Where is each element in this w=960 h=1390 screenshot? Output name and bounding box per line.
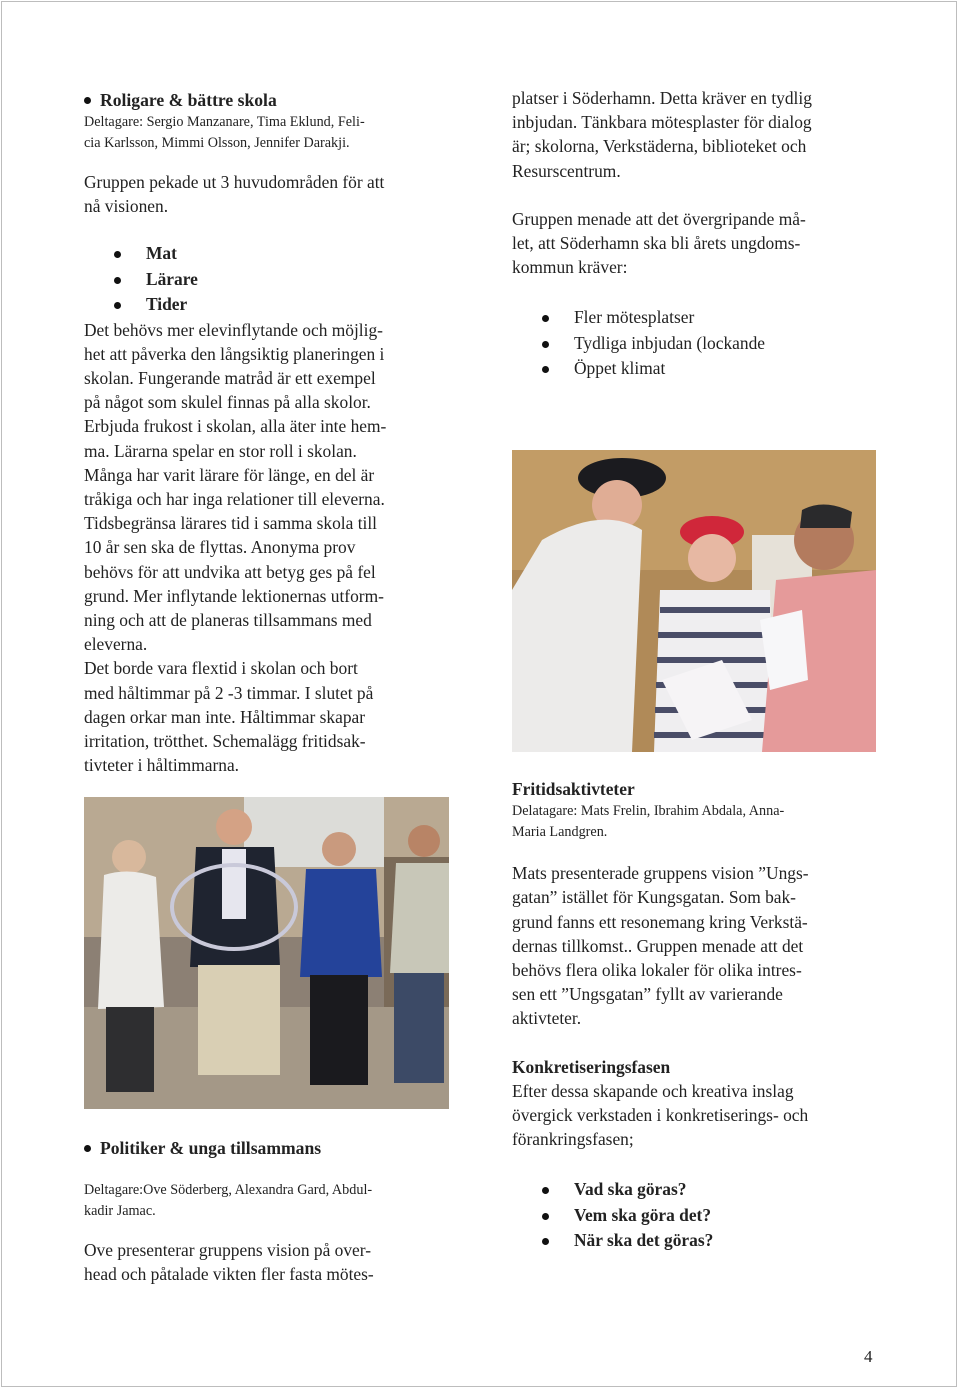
body-line: ma. Lärarna spelar en stor roll i skolan. — [84, 440, 357, 461]
body-line: let, att Söderhamn ska bli årets ungdoms- — [512, 233, 801, 254]
body-line: ning och att de planeras tillsammans med — [84, 610, 372, 631]
body-line: är; skolorna, Verkstäderna, biblioteket och — [512, 136, 807, 157]
bullet-icon — [114, 302, 121, 309]
body-line: behövs för att undvika att betyg ges på fel — [84, 561, 376, 582]
body-line: Erbjuda frukost i skolan, alla äter inte hem- — [84, 416, 387, 437]
photo-hoop-activity — [84, 797, 449, 1109]
photo-paper-discussion — [512, 450, 876, 752]
bullet-icon — [114, 277, 121, 284]
body-line: behövs flera olika lokaler för olika intres- — [512, 960, 802, 981]
body-line: Många har varit lärare för länge, en del är — [84, 464, 375, 485]
body-line: Gruppen menade att det övergripande må- — [512, 208, 806, 229]
body-line: Det borde vara flextid i skolan och bort — [84, 658, 358, 679]
participants-line: Maria Landgren. — [512, 824, 608, 841]
section-heading-konkret: Konkretiseringsfasen — [512, 1056, 671, 1077]
body-line: tråkiga och har inga relationer till eleverna. — [84, 489, 385, 510]
list-item: Tider — [84, 292, 456, 317]
body-line: Det behövs mer elevinflytande och möjlig- — [84, 319, 383, 340]
body-line: 10 år sen ska de flyttas. Anonyma prov — [84, 537, 356, 558]
body-line: Resurscentrum. — [512, 160, 621, 181]
list-item: Öppet klimat — [512, 356, 882, 381]
body-line: skolan. Fungerande matråd är ett exempel — [84, 368, 376, 389]
bullet-icon — [542, 315, 549, 322]
body-line: grund fanns ett resonemang kring Verkstä- — [512, 911, 808, 932]
body-line: Ove presenterar gruppens vision på over- — [84, 1240, 371, 1260]
list-item: Mat — [84, 241, 456, 266]
body-line: dagen orkar man inte. Håltimmar skapar — [84, 706, 366, 727]
body-line: irritation, trötthet. Schemalägg fritidsak- — [84, 731, 366, 752]
bullet-icon — [114, 251, 121, 258]
left-column-bottom — [84, 1136, 456, 1286]
participants-line: Deltagare:Ove Söderberg, Alexandra Gard, Abdul- — [84, 1182, 373, 1198]
requirements-list — [512, 305, 882, 381]
list-item: Lärare — [84, 267, 456, 292]
list-item: Tydliga inbjudan (lockande — [512, 331, 882, 356]
body-line: övergick verkstaden i konkretiserings- och — [512, 1105, 809, 1126]
body-line: platser i Söderhamn. Detta kräver en tydlig — [512, 88, 812, 108]
body-line: nå visionen. — [84, 196, 169, 217]
body-line: Gruppen pekade ut 3 huvudområden för att — [84, 172, 385, 192]
body-line: förankringsfasen; — [512, 1129, 634, 1150]
right-column-bottom — [512, 777, 882, 1254]
list-item: Fler mötesplatser — [512, 305, 882, 330]
participants-line: kadir Jamac. — [84, 1203, 156, 1219]
section-heading-politiker: Politiker & unga tillsammans — [84, 1136, 456, 1160]
participants-line: cia Karlsson, Mimmi Olsson, Jennifer Darakji. — [84, 135, 350, 151]
section-heading-roligare: Roligare & bättre skola — [84, 88, 456, 112]
bullet-icon — [84, 97, 91, 104]
bullet-icon — [542, 1213, 549, 1220]
bullet-icon — [542, 1187, 549, 1194]
body-line: tivteter i håltimmarna. — [84, 755, 240, 776]
bullet-icon — [542, 366, 549, 373]
body-line: Efter dessa skapande och kreativa inslag — [512, 1080, 794, 1101]
body-line: het att påverka den långsiktig planeringen i — [84, 343, 385, 364]
left-column — [84, 86, 456, 777]
photo-hoop-activity-image — [84, 797, 449, 1109]
participants-line: Delatagare: Mats Frelin, Ibrahim Abdala, Anna- — [512, 803, 785, 820]
participants-line: Deltagare: Sergio Manzanare, Tima Eklund, Feli- — [84, 114, 365, 130]
section-heading-fritid: Fritidsaktivteter — [512, 779, 635, 799]
body-line: med håltimmar på 2 -3 timmar. I slutet på — [84, 682, 374, 703]
body-line: grund. Mer inflytande lektionernas utform- — [84, 585, 384, 606]
bullet-icon — [542, 341, 549, 348]
list-item: Vad ska göras? — [512, 1177, 882, 1202]
page-number: 4 — [864, 1347, 873, 1366]
question-list — [512, 1177, 882, 1253]
body-line: eleverna. — [84, 634, 148, 655]
body-line: dernas tillkomst.. Gruppen menade att det — [512, 935, 804, 956]
bullet-icon — [542, 1238, 549, 1245]
body-line: på något som skulel finnas på alla skolor. — [84, 392, 371, 413]
body-line: gatan” istället för Kungsgatan. Som bak- — [512, 887, 796, 908]
focus-area-list — [84, 241, 456, 317]
body-line: head och påtalade vikten fler fasta mötes- — [84, 1264, 374, 1285]
body-line: Mats presenterade gruppens vision ”Ungs- — [512, 863, 809, 884]
body-line: kommun kräver: — [512, 257, 628, 278]
body-line: aktivteter. — [512, 1008, 582, 1029]
list-item: Vem ska göra det? — [512, 1203, 882, 1228]
body-line: sen ett ”Ungsgatan” fyllt av varierande — [512, 984, 783, 1005]
body-line: Tidsbegränsa lärares tid i samma skola till — [84, 513, 378, 534]
photo-paper-discussion-image — [512, 450, 876, 752]
right-column — [512, 86, 882, 382]
body-line: inbjudan. Tänkbara mötesplaster för dialog — [512, 112, 812, 133]
list-item: När ska det göras? — [512, 1228, 882, 1253]
bullet-icon — [84, 1145, 91, 1152]
